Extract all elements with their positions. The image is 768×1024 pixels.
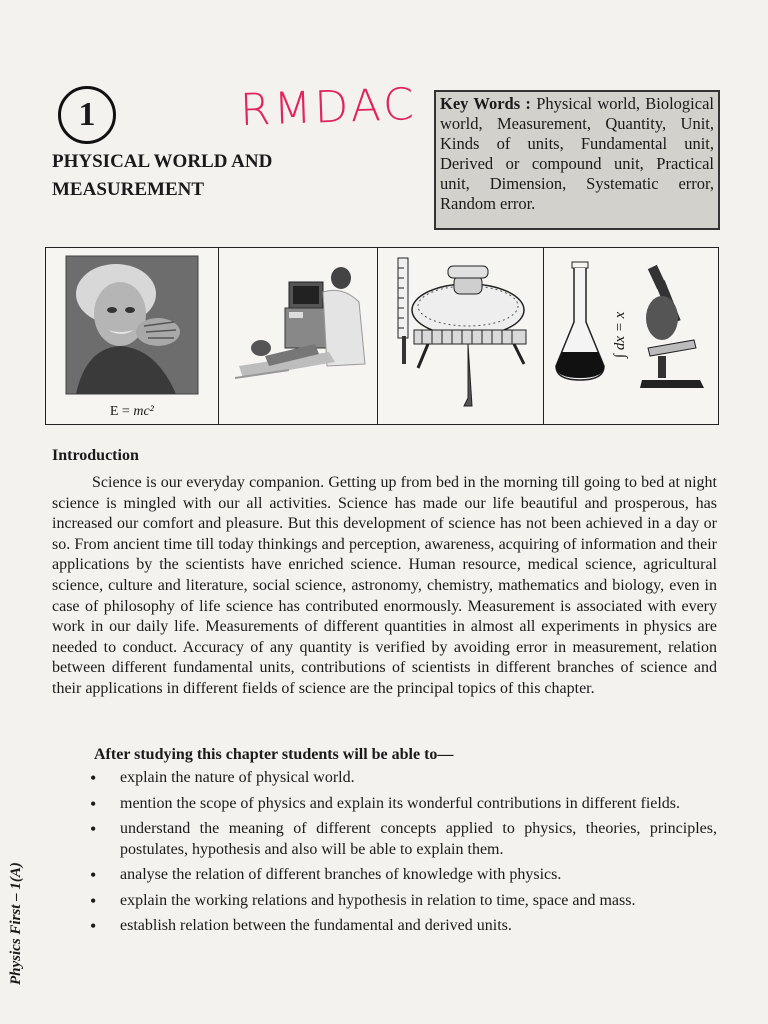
handwritten-note: RMDAC xyxy=(239,78,418,137)
screw-gauge-figure xyxy=(378,248,545,424)
medical-scan-figure xyxy=(219,248,378,424)
screw-gauge-image xyxy=(378,248,544,424)
einstein-caption-formula: mc² xyxy=(133,404,154,419)
objectives-list xyxy=(90,768,717,942)
chapter-title: PHYSICAL WORLD AND MEASUREMENT xyxy=(52,151,273,200)
chapter-number xyxy=(58,86,116,144)
list-item: • explain the working relations and hypothesis in relation to time, space and mass. xyxy=(90,891,717,912)
introduction-heading: Introduction xyxy=(52,447,139,464)
flask-microscope-image xyxy=(544,248,718,424)
chapter-number-text: 1 xyxy=(78,96,96,133)
keywords-label: Key Words : xyxy=(440,94,531,113)
objectives-lead: After studying this chapter students will be able to— xyxy=(94,746,454,763)
list-item: • explain the nature of physical world. xyxy=(90,768,717,789)
list-item: • understand the meaning of different concepts applied to physics, theories, principles, postulates, hypothesis and also will be able to explain them. xyxy=(90,819,717,860)
list-item: • analyse the relation of different branches of knowledge with physics. xyxy=(90,865,717,886)
einstein-caption xyxy=(46,404,218,420)
einstein-caption-prefix: E = xyxy=(109,404,134,419)
einstein-figure xyxy=(46,248,219,424)
integral-label: ∫ dx = x xyxy=(612,311,629,358)
list-item: • mention the scope of physics and explain its wonderful contributions in different fields. xyxy=(90,794,717,815)
einstein-portrait-image xyxy=(46,248,218,424)
ultrasound-scan-image xyxy=(219,248,377,424)
keywords-box xyxy=(434,90,720,230)
introduction-body: Science is our everyday companion. Getting up from bed in the morning till going to bed at night science is mingled with our all activities. Science has made our life beautiful and prosperous, has increased our comfort and pleasure. But this development of science has not been achieved in a day or so. From ancient time till today thinkings and perception, awareness, acquiring of information and their applications by the scientists have enriched science. Human resource, medical science, agricultural science, culture and literature, social science, astronomy, chemistry, mathematics and biology, even in case of philosophy of life science has contributed enormously. Measurement is associated with every work in our daily life. Measurements of different quantities in almost all experiments in physics are needed to conduct. Accuracy of any quantity is verified by avoiding error in measurement, relation between different fundamental units, contributions of scientists in different branches of science and their applications in different fields of science are the principal topics of this chapter. xyxy=(52,474,717,697)
keywords-text: Physical world, Biological world, Measurement, Quantity, Unit, Kinds of units, Fundamental unit, Derived or compound unit, Practical unit, Dimension, Systematic error, Random error. xyxy=(440,94,714,213)
book-side-label: Physics First – 1(A) xyxy=(8,862,24,985)
list-item: • establish relation between the fundamental and derived units. xyxy=(90,916,717,937)
figure-strip xyxy=(45,247,719,425)
flask-microscope-figure xyxy=(544,248,718,424)
